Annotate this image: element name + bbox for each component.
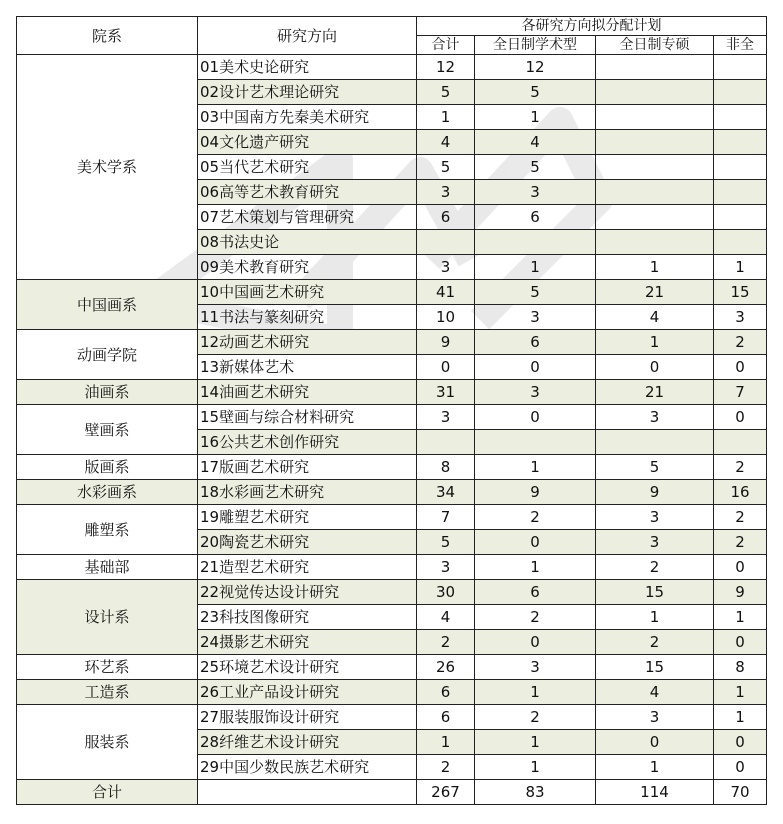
table-row: [17, 480, 767, 505]
direction-cell: 19雕塑艺术研究: [198, 505, 417, 530]
professional-cell: [596, 105, 714, 130]
part-time-cell: 15: [714, 280, 767, 305]
direction-cell: 23科技图像研究: [198, 605, 417, 630]
total-cell: 5: [417, 155, 475, 180]
table-row: [17, 555, 767, 580]
total-cell: 8: [417, 455, 475, 480]
table-row: [17, 580, 767, 605]
direction-cell: 06高等艺术教育研究: [198, 180, 417, 205]
total-cell: 6: [417, 680, 475, 705]
direction-cell: 17版画艺术研究: [198, 455, 417, 480]
academic-cell: 6: [475, 330, 596, 355]
professional-cell: 4: [596, 305, 714, 330]
part-time-cell: [714, 105, 767, 130]
total-cell: 7: [417, 505, 475, 530]
table-row: [17, 330, 767, 355]
professional-cell: [596, 430, 714, 455]
direction-cell: 09美术教育研究: [198, 255, 417, 280]
academic-cell: 5: [475, 80, 596, 105]
total-cell: 0: [417, 355, 475, 380]
direction-cell: 02设计艺术理论研究: [198, 80, 417, 105]
total-cell: 9: [417, 330, 475, 355]
direction-cell: 10中国画艺术研究: [198, 280, 417, 305]
total-cell: 12: [417, 55, 475, 80]
academic-cell: 2: [475, 605, 596, 630]
table-row: [17, 280, 767, 305]
part-time-cell: [714, 130, 767, 155]
academic-cell: 0: [475, 405, 596, 430]
academic-cell: 1: [475, 730, 596, 755]
professional-cell: [596, 80, 714, 105]
academic-cell: 3: [475, 305, 596, 330]
dept-cell: 环艺系: [17, 655, 198, 680]
total-cell: 10: [417, 305, 475, 330]
direction-cell: 07艺术策划与管理研究: [198, 205, 417, 230]
professional-cell: 9: [596, 480, 714, 505]
total-cell: 2: [417, 630, 475, 655]
professional-cell: 5: [596, 455, 714, 480]
total-cell: 30: [417, 580, 475, 605]
academic-cell: 2: [475, 505, 596, 530]
direction-cell: 13新媒体艺术: [198, 355, 417, 380]
direction-cell: 24摄影艺术研究: [198, 630, 417, 655]
total-cell: 1: [417, 105, 475, 130]
direction-cell: 18水彩画艺术研究: [198, 480, 417, 505]
dept-cell: 基础部: [17, 555, 198, 580]
dept-cell: 设计系: [17, 580, 198, 655]
header-total: 合计: [417, 36, 475, 55]
direction-cell: 14油画艺术研究: [198, 380, 417, 405]
academic-cell: 1: [475, 105, 596, 130]
dept-cell: 动画学院: [17, 330, 198, 380]
professional-cell: 2: [596, 555, 714, 580]
professional-cell: 0: [596, 730, 714, 755]
direction-cell: 12动画艺术研究: [198, 330, 417, 355]
direction-cell: 21造型艺术研究: [198, 555, 417, 580]
part-time-cell: 7: [714, 380, 767, 405]
total-cell: 3: [417, 555, 475, 580]
total-cell: 31: [417, 380, 475, 405]
part-time-cell: 2: [714, 455, 767, 480]
academic-cell: 1: [475, 755, 596, 780]
academic-cell: 1: [475, 555, 596, 580]
part-time-cell: 0: [714, 355, 767, 380]
total-cell: 26: [417, 655, 475, 680]
total-cell: 1: [417, 730, 475, 755]
dept-cell: 水彩画系: [17, 480, 198, 505]
header-dept: 院系: [17, 17, 198, 55]
direction-cell: 03中国南方先秦美术研究: [198, 105, 417, 130]
direction-cell: 29中国少数民族艺术研究: [198, 755, 417, 780]
direction-cell: 11书法与篆刻研究: [198, 305, 417, 330]
part-time-cell: 16: [714, 480, 767, 505]
part-time-cell: 2: [714, 505, 767, 530]
part-time-cell: [714, 155, 767, 180]
academic-cell: [475, 430, 596, 455]
professional-cell: [596, 205, 714, 230]
total-cell: 3: [417, 255, 475, 280]
allocation-table: [16, 16, 767, 805]
grand-total: 267: [417, 780, 475, 805]
dept-cell: 壁画系: [17, 405, 198, 455]
total-label: 合计: [17, 780, 198, 805]
part-time-cell: 2: [714, 330, 767, 355]
total-cell: 41: [417, 280, 475, 305]
academic-cell: 6: [475, 205, 596, 230]
dept-cell: 雕塑系: [17, 505, 198, 555]
header-direction: 研究方向: [198, 17, 417, 55]
header-professional: 全日制专硕: [596, 36, 714, 55]
table-row: [17, 655, 767, 680]
academic-cell: 1: [475, 255, 596, 280]
table-row: [17, 705, 767, 730]
professional-cell: [596, 230, 714, 255]
direction-cell: 04文化遗产研究: [198, 130, 417, 155]
academic-cell: 12: [475, 55, 596, 80]
total-cell: 4: [417, 605, 475, 630]
dept-cell: 版画系: [17, 455, 198, 480]
professional-cell: 3: [596, 405, 714, 430]
professional-cell: 3: [596, 505, 714, 530]
academic-cell: 5: [475, 280, 596, 305]
part-time-cell: [714, 80, 767, 105]
part-time-cell: 8: [714, 655, 767, 680]
part-time-cell: [714, 180, 767, 205]
total-row: [17, 780, 767, 805]
part-time-cell: 0: [714, 555, 767, 580]
direction-cell: 16公共艺术创作研究: [198, 430, 417, 455]
table-row: [17, 380, 767, 405]
part-time-cell: [714, 430, 767, 455]
part-time-cell: 1: [714, 605, 767, 630]
academic-cell: 2: [475, 705, 596, 730]
table-row: [17, 55, 767, 80]
dept-cell: 美术学系: [17, 55, 198, 280]
total-cell: 6: [417, 705, 475, 730]
academic-cell: 1: [475, 455, 596, 480]
part-time-cell: [714, 55, 767, 80]
professional-cell: 1: [596, 755, 714, 780]
total-cell: 5: [417, 80, 475, 105]
header-part-time: 非全: [714, 36, 767, 55]
academic-cell: 1: [475, 680, 596, 705]
professional-cell: [596, 130, 714, 155]
academic-cell: 5: [475, 155, 596, 180]
dept-cell: 油画系: [17, 380, 198, 405]
direction-cell: 08书法史论: [198, 230, 417, 255]
table-row: [17, 405, 767, 430]
direction-cell: 25环境艺术设计研究: [198, 655, 417, 680]
total-cell: 6: [417, 205, 475, 230]
dept-cell: 服装系: [17, 705, 198, 780]
direction-cell: 20陶瓷艺术研究: [198, 530, 417, 555]
direction-cell: 27服装服饰设计研究: [198, 705, 417, 730]
direction-cell: 28纤维艺术设计研究: [198, 730, 417, 755]
direction-cell: 01美术史论研究: [198, 55, 417, 80]
part-time-cell: 1: [714, 705, 767, 730]
professional-cell: 3: [596, 530, 714, 555]
direction-cell: 26工业产品设计研究: [198, 680, 417, 705]
professional-cell: [596, 155, 714, 180]
total-cell: [417, 230, 475, 255]
professional-cell: [596, 55, 714, 80]
professional-cell: 2: [596, 630, 714, 655]
header-academic: 全日制学术型: [475, 36, 596, 55]
professional-cell: 21: [596, 380, 714, 405]
table-row: [17, 505, 767, 530]
total-empty-cell: [198, 780, 417, 805]
total-cell: 5: [417, 530, 475, 555]
academic-cell: [475, 230, 596, 255]
academic-cell: 3: [475, 655, 596, 680]
direction-cell: 05当代艺术研究: [198, 155, 417, 180]
professional-cell: [596, 180, 714, 205]
academic-cell: 9: [475, 480, 596, 505]
grand-part-time: 70: [714, 780, 767, 805]
part-time-cell: 0: [714, 755, 767, 780]
academic-cell: 0: [475, 630, 596, 655]
total-cell: [417, 430, 475, 455]
dept-cell: 中国画系: [17, 280, 198, 330]
header-plan: 各研究方向拟分配计划: [417, 17, 767, 36]
direction-cell: 22视觉传达设计研究: [198, 580, 417, 605]
grand-professional: 114: [596, 780, 714, 805]
part-time-cell: [714, 230, 767, 255]
professional-cell: 1: [596, 330, 714, 355]
table-row: [17, 680, 767, 705]
professional-cell: 15: [596, 655, 714, 680]
academic-cell: 3: [475, 380, 596, 405]
direction-cell: 15壁画与综合材料研究: [198, 405, 417, 430]
total-cell: 3: [417, 405, 475, 430]
part-time-cell: [714, 205, 767, 230]
academic-cell: 0: [475, 530, 596, 555]
total-cell: 2: [417, 755, 475, 780]
total-cell: 34: [417, 480, 475, 505]
part-time-cell: 0: [714, 730, 767, 755]
academic-cell: 6: [475, 580, 596, 605]
part-time-cell: 0: [714, 630, 767, 655]
professional-cell: 1: [596, 605, 714, 630]
total-cell: 3: [417, 180, 475, 205]
part-time-cell: 1: [714, 255, 767, 280]
dept-cell: 工造系: [17, 680, 198, 705]
professional-cell: 15: [596, 580, 714, 605]
total-cell: 4: [417, 130, 475, 155]
professional-cell: 3: [596, 705, 714, 730]
grand-academic: 83: [475, 780, 596, 805]
table-row: [17, 455, 767, 480]
professional-cell: 1: [596, 255, 714, 280]
part-time-cell: 0: [714, 405, 767, 430]
professional-cell: 21: [596, 280, 714, 305]
professional-cell: 0: [596, 355, 714, 380]
part-time-cell: 2: [714, 530, 767, 555]
academic-cell: 4: [475, 130, 596, 155]
academic-cell: 0: [475, 355, 596, 380]
part-time-cell: 9: [714, 580, 767, 605]
part-time-cell: 3: [714, 305, 767, 330]
academic-cell: 3: [475, 180, 596, 205]
professional-cell: 4: [596, 680, 714, 705]
part-time-cell: 1: [714, 680, 767, 705]
